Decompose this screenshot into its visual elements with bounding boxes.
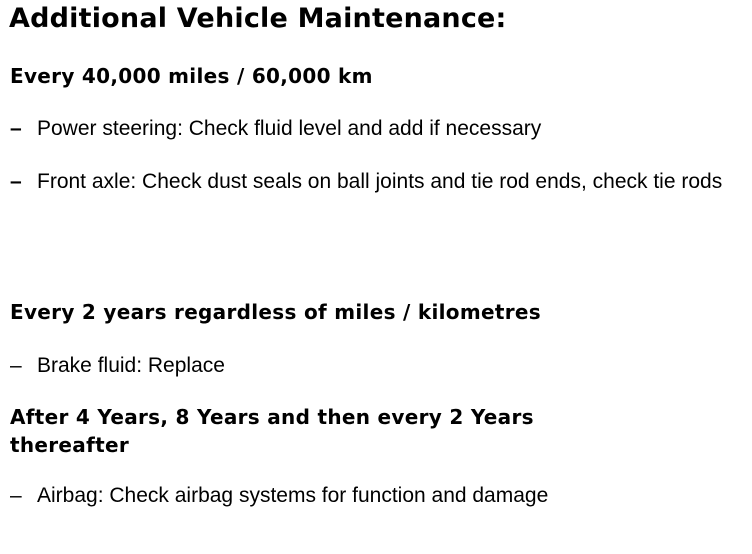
list-dash: – <box>10 354 22 377</box>
section-heading-40000-miles: Every 40,000 miles / 60,000 km <box>10 64 373 88</box>
list-item-text: Power steering: Check fluid level and add if necessary <box>37 117 542 140</box>
page-title: Additional Vehicle Maintenance: <box>9 3 507 34</box>
list-item-text: Front axle: Check dust seals on ball joints and tie rod ends, check tie rods <box>37 170 723 193</box>
list-item-text: Airbag: Check airbag systems for function and damage <box>37 484 549 507</box>
list-item-airbag <box>10 482 548 509</box>
section-heading-after-4-years: After 4 Years, 8 Years and then every 2 Years thereafter <box>10 405 534 457</box>
list-dash: – <box>10 170 22 193</box>
list-dash: – <box>10 117 22 140</box>
section-heading-every-2-years: Every 2 years regardless of miles / kilometres <box>10 300 541 324</box>
list-item-front-axle <box>10 168 745 195</box>
list-item-text: Brake fluid: Replace <box>37 354 225 377</box>
list-dash: – <box>10 484 22 507</box>
list-item-brake-fluid <box>10 352 225 379</box>
list-item-power-steering <box>10 115 730 142</box>
